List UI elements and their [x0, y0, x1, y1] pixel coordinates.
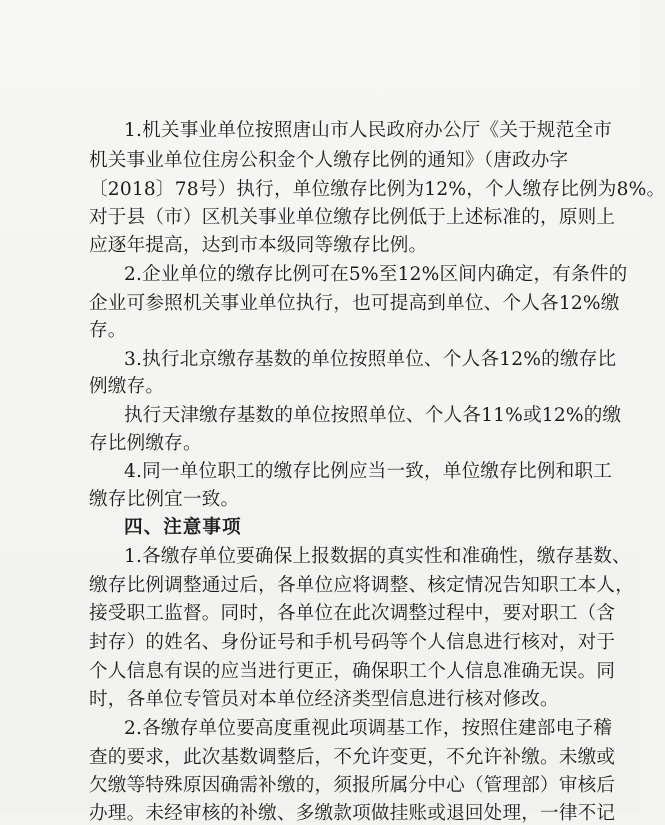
- text-line: 4.同一单位职工的缴存比例应当一致，单位缴存比例和职工: [124, 461, 612, 482]
- text-line: 执行天津缴存基数的单位按照单位、个人各11%或12%的缴: [124, 405, 622, 426]
- text-line: 个人信息有误的应当进行更正，确保职工个人信息准确无误。同: [89, 661, 616, 682]
- text-line: 缴存比例宜一致。: [89, 489, 240, 510]
- text-line: 办理。未经审核的补缴、多缴款项做挂账或退回处理，一律不记: [89, 803, 616, 824]
- text-line: 2.各缴存单位要高度重视此项调基工作，按照住建部电子稽: [124, 718, 612, 739]
- text-line: 3.执行北京缴存基数的单位按照单位、个人各12%的缴存比: [124, 349, 617, 370]
- section-heading: 四、注意事项: [124, 517, 242, 538]
- text-line: 1.机关事业单位按照唐山市人民政府办公厅《关于规范全市: [124, 120, 612, 141]
- text-line: 企业可参照机关事业单位执行，也可提高到单位、个人各12%缴: [89, 293, 620, 314]
- text-line: 1.各缴存单位要确保上报数据的真实性和准确性，缴存基数、: [124, 546, 631, 567]
- text-line: 查的要求，此次基数调整后，不允许变更，不允许补缴。未缴或: [89, 747, 616, 768]
- text-line: 应逐年提高，达到市本级同等缴存比例。: [89, 235, 428, 256]
- text-line: 2.企业单位的缴存比例可在5%至12%区间内确定，有条件的: [124, 264, 628, 285]
- text-line: 〔2018〕78号）执行，单位缴存比例为12%，个人缴存比例为8%。: [89, 179, 665, 200]
- text-line: 机关事业单位住房公积金个人缴存比例的通知》（唐政办字: [89, 150, 569, 171]
- text-line: 封存）的姓名、身份证号和手机号码等个人信息进行核对，对于: [89, 632, 616, 653]
- text-line: 接受职工监督。同时，各单位在此次调整过程中，要对职工（含: [89, 603, 616, 624]
- text-line: 时，各单位专管员对本单位经济类型信息进行核对修改。: [89, 689, 559, 710]
- text-line: 欠缴等特殊原因确需补缴的，须报所属分中心（管理部）审核后: [89, 775, 616, 796]
- text-line: 缴存比例调整通过后，各单位应将调整、核定情况告知职工本人，: [89, 575, 635, 596]
- text-line: 存。: [89, 320, 127, 341]
- text-line: 例缴存。: [89, 376, 165, 397]
- text-line: 存比例缴存。: [89, 433, 202, 454]
- text-line: 对于县（市）区机关事业单位缴存比例低于上述标准的，原则上: [89, 207, 616, 228]
